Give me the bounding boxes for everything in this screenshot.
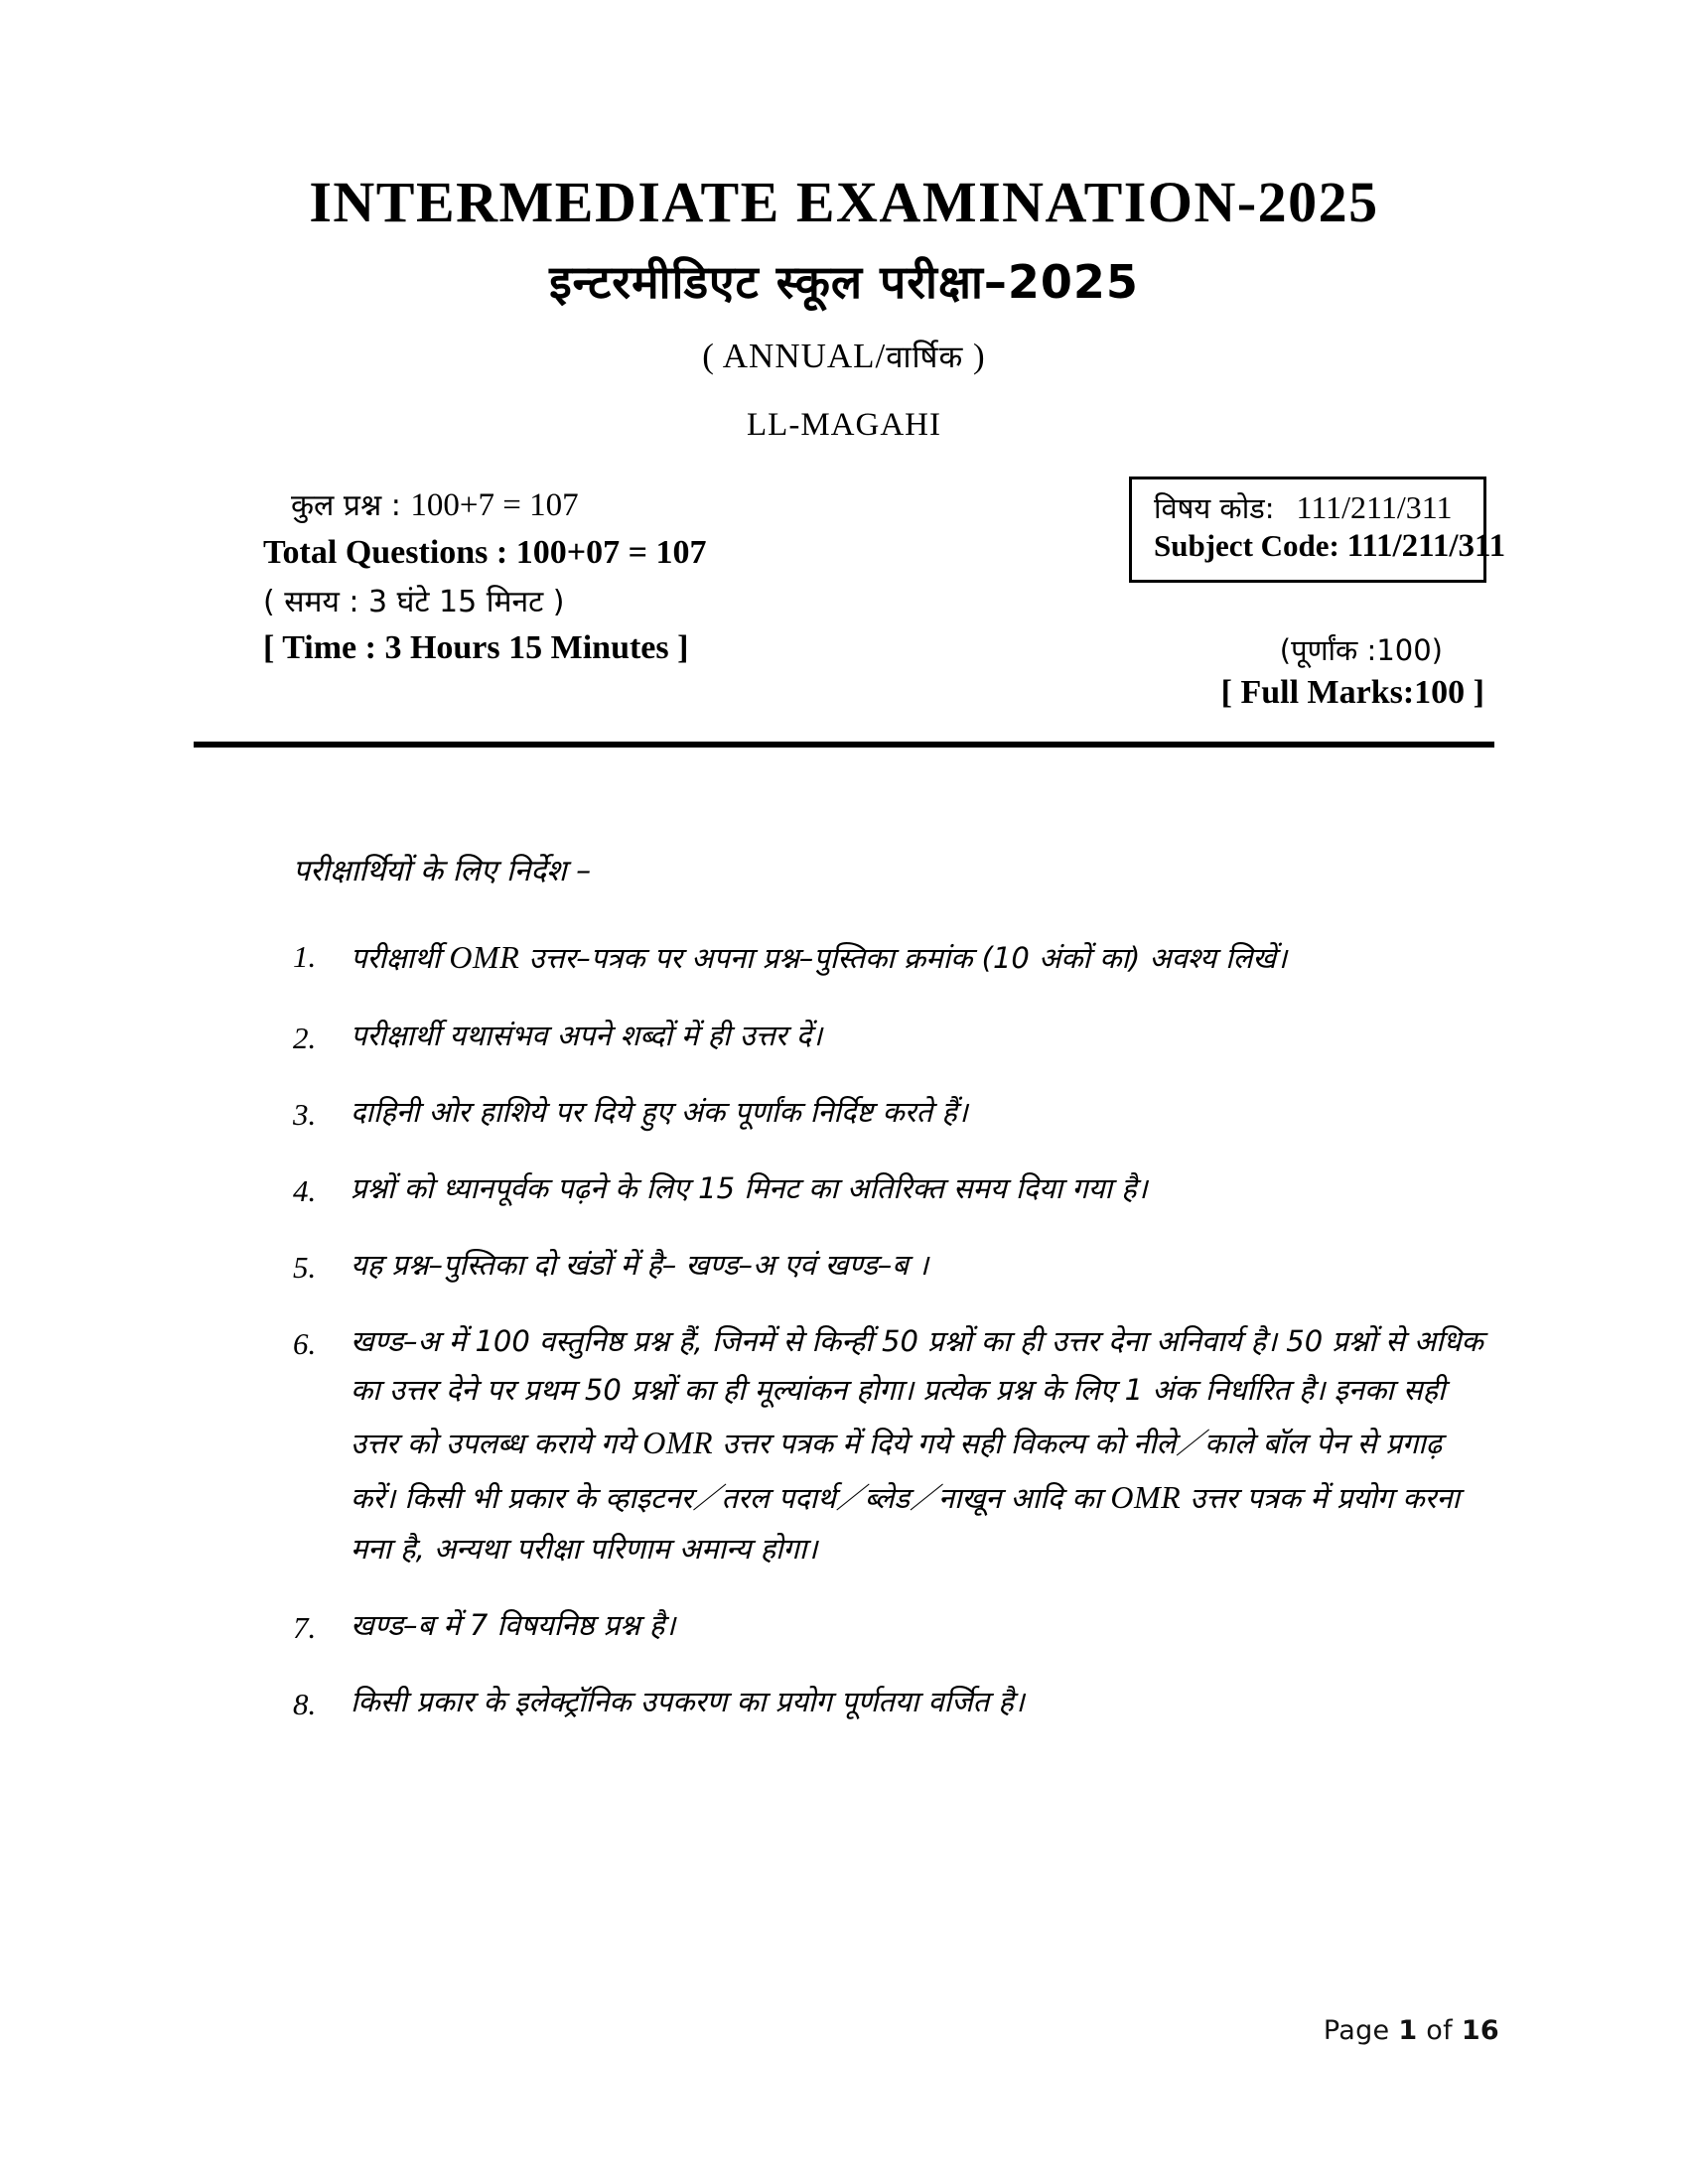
- instruction-text: [351, 1317, 1494, 1575]
- footer-middle: of: [1417, 2015, 1462, 2046]
- instruction-hindi-token: खण्ड–अ में 100 वस्तुनिष्ठ प्रश्न हैं, जिनमें से किन्हीं 50 प्रश्नों का ही उत्तर देना अनिवार्य है। 50 प्रश्नों से अधिक का उत्तर देने पर प्रथम 50 प्रश्नों का ही मूल्यांकन होगा। प्रत्येक प्रश्न के लिए 1 अंक निर्धारित है। इनका सही उत्तर को उपलब्ध कराये गये: [351, 1323, 1483, 1461]
- subject-code-english-value: 111/211/311: [1346, 527, 1506, 564]
- subject-name: LL-MAGAHI: [747, 407, 941, 443]
- instruction-index: 1.: [293, 939, 317, 974]
- full-marks-hindi: (पूर्णांक :100): [1279, 633, 1443, 667]
- exam-type: [0, 305, 1688, 373]
- instruction-index: 5.: [293, 1249, 317, 1285]
- instruction-item: [293, 1164, 1494, 1214]
- footer-prefix: Page: [1323, 2015, 1399, 2046]
- instruction-item: [293, 930, 1494, 985]
- instruction-item: [293, 1678, 1494, 1727]
- subject-code-hindi-value: 111/211/311: [1296, 489, 1453, 525]
- subject-code-hindi-label: विषय कोड:: [1154, 491, 1275, 525]
- full-marks-english: [ Full Marks:100 ]: [1220, 674, 1484, 711]
- subject-code-english-label: Subject Code:: [1154, 527, 1347, 563]
- instruction-hindi-token: दाहिनी ओर हाशिये पर दिये हुए अंक पूर्णांक निर्दिष्ट करते हैं।: [351, 1094, 968, 1129]
- page-title: INTERMEDIATE EXAMINATION-2025: [309, 170, 1379, 234]
- page-footer: [1324, 2015, 1499, 2046]
- instructions-heading: परीक्षार्थियों के लिए निर्देश –: [293, 854, 592, 888]
- instruction-hindi-token: यह प्रश्न–पुस्तिका दो खंडों में है– खण्ड–अ एवं खण्ड–ब ।: [351, 1247, 929, 1282]
- instruction-hindi-token: किसी प्रकार के इलेक्ट्रॉनिक उपकरण का प्रयोग पूर्णतया वर्जित है।: [351, 1685, 1025, 1719]
- instruction-text: [351, 1241, 1494, 1291]
- total-questions-english: Total Questions : 100+07 = 107: [263, 534, 707, 571]
- instruction-hindi-token: प्रश्नों को ध्यानपूर्वक पढ़ने के लिए 15 मिनट का अतिरिक्त समय दिया गया है।: [351, 1170, 1148, 1205]
- instructions-section: [194, 489, 1494, 1727]
- instructions-list: [194, 887, 1494, 1727]
- total-questions-hindi-value: 100+7 = 107: [410, 487, 579, 523]
- instruction-item: [293, 1012, 1494, 1061]
- exam-type-close: ): [963, 337, 986, 375]
- time-english: [ Time : 3 Hours 15 Minutes ]: [263, 629, 689, 666]
- footer-page-number: 1: [1398, 2015, 1418, 2046]
- instruction-item: [293, 1088, 1494, 1138]
- instruction-item: [293, 1317, 1494, 1575]
- instruction-latin-token: OMR: [449, 939, 520, 975]
- instruction-hindi-token: परीक्षार्थी यथासंभव अपने शब्दों में ही उत्तर दें।: [351, 1019, 823, 1053]
- time-hindi: ( समय : 3 घंटे 15 मिनट ): [263, 585, 565, 619]
- instruction-index: 8.: [293, 1687, 317, 1722]
- instruction-hindi-token: उत्तर पत्रक में दिये गये सही विकल्प को नीले／काले बॉल पेन से प्रगाढ़ करें। किसी भी प्रकार के व्हाइटनर／तरल पदार्थ／ब्लेड／नाखून आदि का: [351, 1427, 1443, 1516]
- page-title-hindi: इन्टरमीडिएट स्कूल परीक्षा–2025: [549, 255, 1139, 309]
- exam-type-hindi: वार्षिक: [886, 340, 964, 375]
- instruction-hindi-token: उत्तर पत्रक में प्रयोग करना मना है, अन्यथा परीक्षा परिणाम अमान्य होगा।: [351, 1481, 1461, 1567]
- footer-total-pages: 16: [1461, 2015, 1499, 2046]
- instruction-hindi-token: परीक्षार्थी: [351, 941, 450, 975]
- instruction-text: [351, 1012, 1494, 1061]
- instruction-index: 7.: [293, 1610, 317, 1646]
- instruction-hindi-token: उत्तर–पत्रक पर अपना प्रश्न–पुस्तिका क्रमांक (10 अंकों का) अवश्य लिखें।: [519, 941, 1288, 975]
- instruction-text: [351, 1088, 1494, 1138]
- instruction-text: [351, 1601, 1494, 1651]
- total-questions-hindi-label: कुल प्रश्न :: [291, 488, 411, 523]
- instruction-index: 4.: [293, 1172, 317, 1208]
- instruction-index: 3.: [293, 1096, 317, 1132]
- instruction-text: [351, 1164, 1494, 1214]
- exam-meta-block: [194, 442, 1506, 711]
- instruction-latin-token: OMR: [1110, 1479, 1182, 1516]
- exam-type-open: ( ANNUAL/: [702, 337, 887, 375]
- instruction-index: 6.: [293, 1325, 317, 1361]
- instruction-index: 2.: [293, 1021, 317, 1056]
- instruction-latin-token: OMR: [642, 1425, 714, 1461]
- instruction-text: [351, 1678, 1494, 1727]
- instruction-text: [351, 930, 1494, 985]
- instruction-item: [293, 1241, 1494, 1291]
- instruction-hindi-token: खण्ड–ब में 7 विषयनिष्ठ प्रश्न है।: [351, 1608, 676, 1643]
- instruction-item: [293, 1601, 1494, 1651]
